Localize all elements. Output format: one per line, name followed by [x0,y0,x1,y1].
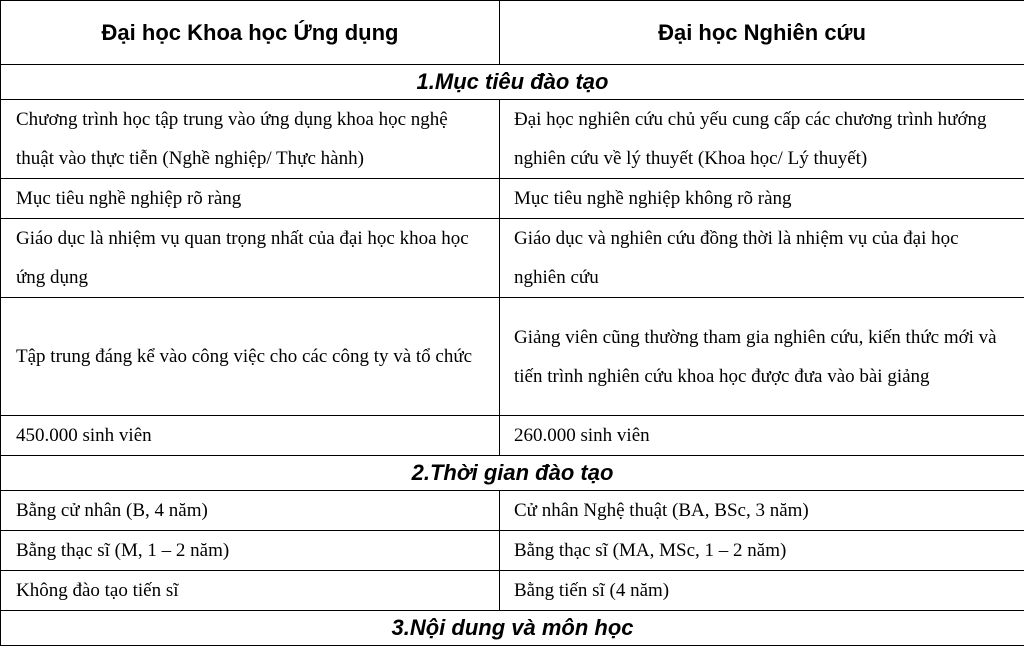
table-row [1,491,1024,531]
section-title-training-goals: 1.Mục tiêu đào tạo [1,65,1024,100]
header-applied-sciences: Đại học Khoa học Ứng dụng [1,1,500,65]
table-cell-left: Tập trung đáng kể vào công việc cho các công ty và tổ chức [1,298,500,416]
table-row [1,416,1024,456]
section-title-training-duration: 2.Thời gian đào tạo [1,456,1024,491]
table-row [1,219,1024,298]
section-header-row [1,65,1024,100]
table-cell-left: Bằng cử nhân (B, 4 năm) [1,491,500,531]
header-row [1,1,1024,65]
section-header-row [1,456,1024,491]
table-cell-right: Giảng viên cũng thường tham gia nghiên cứu, kiến thức mới và tiến trình nghiên cứu khoa học được đưa vào bài giảng [500,298,1024,416]
header-research-university: Đại học Nghiên cứu [500,1,1024,65]
table-cell-right: Bằng thạc sĩ (MA, MSc, 1 – 2 năm) [500,531,1024,571]
table-cell-left: 450.000 sinh viên [1,416,500,456]
table-cell-left: Giáo dục là nhiệm vụ quan trọng nhất của đại học khoa học ứng dụng [1,219,500,298]
table-cell-left: Bằng thạc sĩ (M, 1 – 2 năm) [1,531,500,571]
table-cell-right: Bằng tiến sĩ (4 năm) [500,571,1024,611]
table-row [1,531,1024,571]
table-row [1,571,1024,611]
table-cell-right: Đại học nghiên cứu chủ yếu cung cấp các chương trình hướng nghiên cứu về lý thuyết (Khoa học/ Lý thuyết) [500,100,1024,179]
section-title-content-subjects: 3.Nội dung và môn học [1,611,1024,646]
section-header-row [1,611,1024,646]
table-cell-right: Mục tiêu nghề nghiệp không rõ ràng [500,179,1024,219]
table-row [1,100,1024,179]
table-cell-right: Giáo dục và nghiên cứu đồng thời là nhiệm vụ của đại học nghiên cứu [500,219,1024,298]
table-row [1,179,1024,219]
table-cell-left: Không đào tạo tiến sĩ [1,571,500,611]
table-cell-right: 260.000 sinh viên [500,416,1024,456]
table-cell-left: Chương trình học tập trung vào ứng dụng khoa học nghệ thuật vào thực tiễn (Nghề nghiệp/ Thực hành) [1,100,500,179]
table-cell-left: Mục tiêu nghề nghiệp rõ ràng [1,179,500,219]
table-cell-right: Cử nhân Nghệ thuật (BA, BSc, 3 năm) [500,491,1024,531]
table-row [1,298,1024,416]
